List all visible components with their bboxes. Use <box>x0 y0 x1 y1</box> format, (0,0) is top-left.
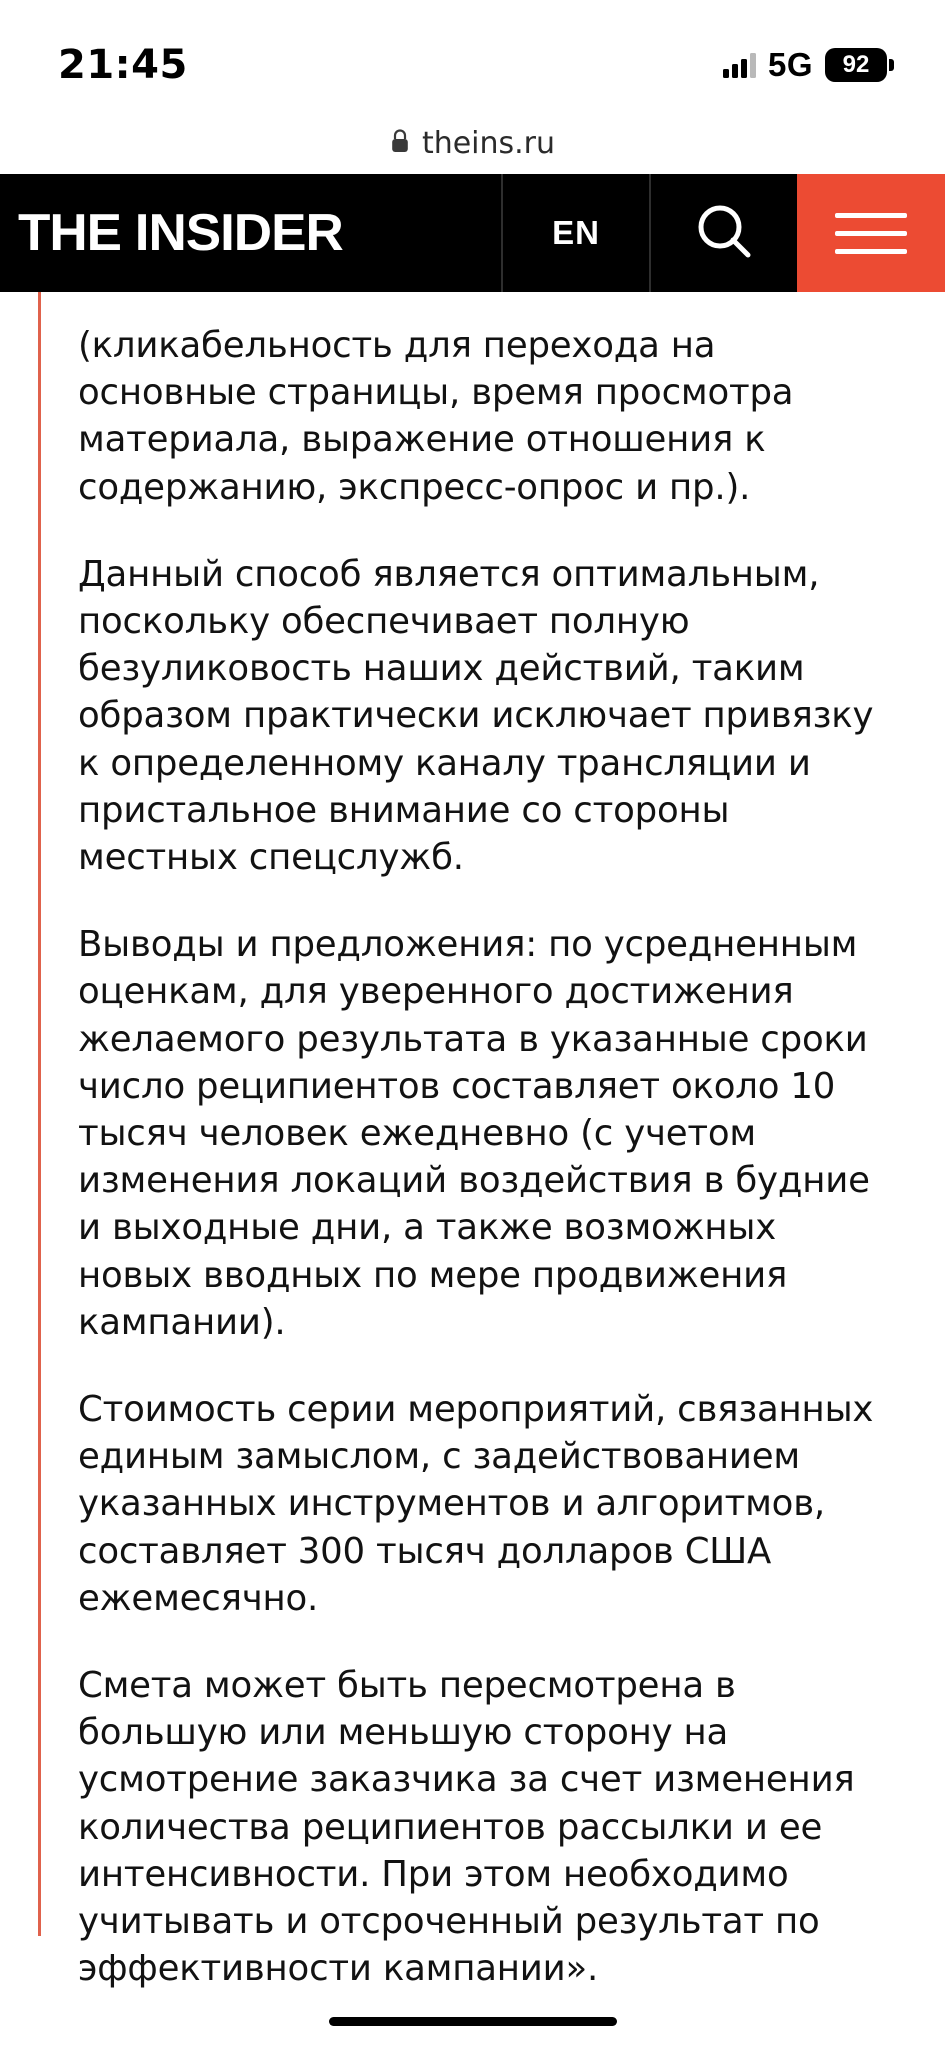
article-paragraph: Стоимость серии мероприятий, связанных единым замыслом, с задействованием указанных инструментов и алгоритмов, составляет 300 тысяч долларов США ежемесячно. <box>78 1389 874 1619</box>
article-paragraph: Смета может быть пересмотрена в большую или меньшую сторону на усмотрение заказчика за счет изменения количества реципиентов рассылки и ее интенсивности. При этом необходимо учитывать и отсроченный результат по эффективности кампании». <box>78 1665 855 1990</box>
status-indicators <box>723 46 887 84</box>
language-switcher[interactable] <box>501 174 649 292</box>
home-indicator[interactable] <box>0 1994 945 2048</box>
article-paragraph: Выводы и предложения: по усредненным оценкам, для уверенного достижения желаемого результата в указанные сроки число реципиентов составляет около 10 тысяч человек ежедневно (с учетом изменения локаций воздействия в будние и выходные дни, а также возможных новых вводных по мере продвижения кампании). <box>78 924 870 1343</box>
cellular-signal-icon <box>723 52 756 78</box>
network-type-label: 5G <box>767 46 813 83</box>
browser-url-bar[interactable] <box>0 112 945 174</box>
article-body <box>0 292 945 1994</box>
status-time: 21:45 <box>58 42 188 88</box>
search-button[interactable] <box>649 174 797 292</box>
lock-icon <box>390 128 410 159</box>
url-text: theins.ru <box>421 125 556 161</box>
battery-icon <box>825 48 887 82</box>
hamburger-menu-icon[interactable] <box>797 174 945 292</box>
site-header <box>0 174 945 292</box>
article-paragraph: Данный способ является оптимальным, поскольку обеспечивает полную безуликовость наших действий, таким образом практически исключает привязку к определенному каналу трансляции и пристальное внимание со стороны местных спецслужб. <box>78 553 874 879</box>
battery-percent-label: 92 <box>842 51 870 78</box>
language-label: EN <box>552 214 600 251</box>
article-paragraph: (кликабельность для перехода на основные страницы, время просмотра материала, выражение отношения к содержанию, экспресс-опрос и пр.). <box>78 325 794 508</box>
search-icon <box>693 200 755 267</box>
site-logo-label: THE INSIDER <box>18 204 343 262</box>
quote-accent-rule <box>38 292 41 1936</box>
home-indicator-bar <box>329 2017 617 2026</box>
site-logo[interactable] <box>0 174 501 292</box>
status-bar <box>0 0 945 112</box>
